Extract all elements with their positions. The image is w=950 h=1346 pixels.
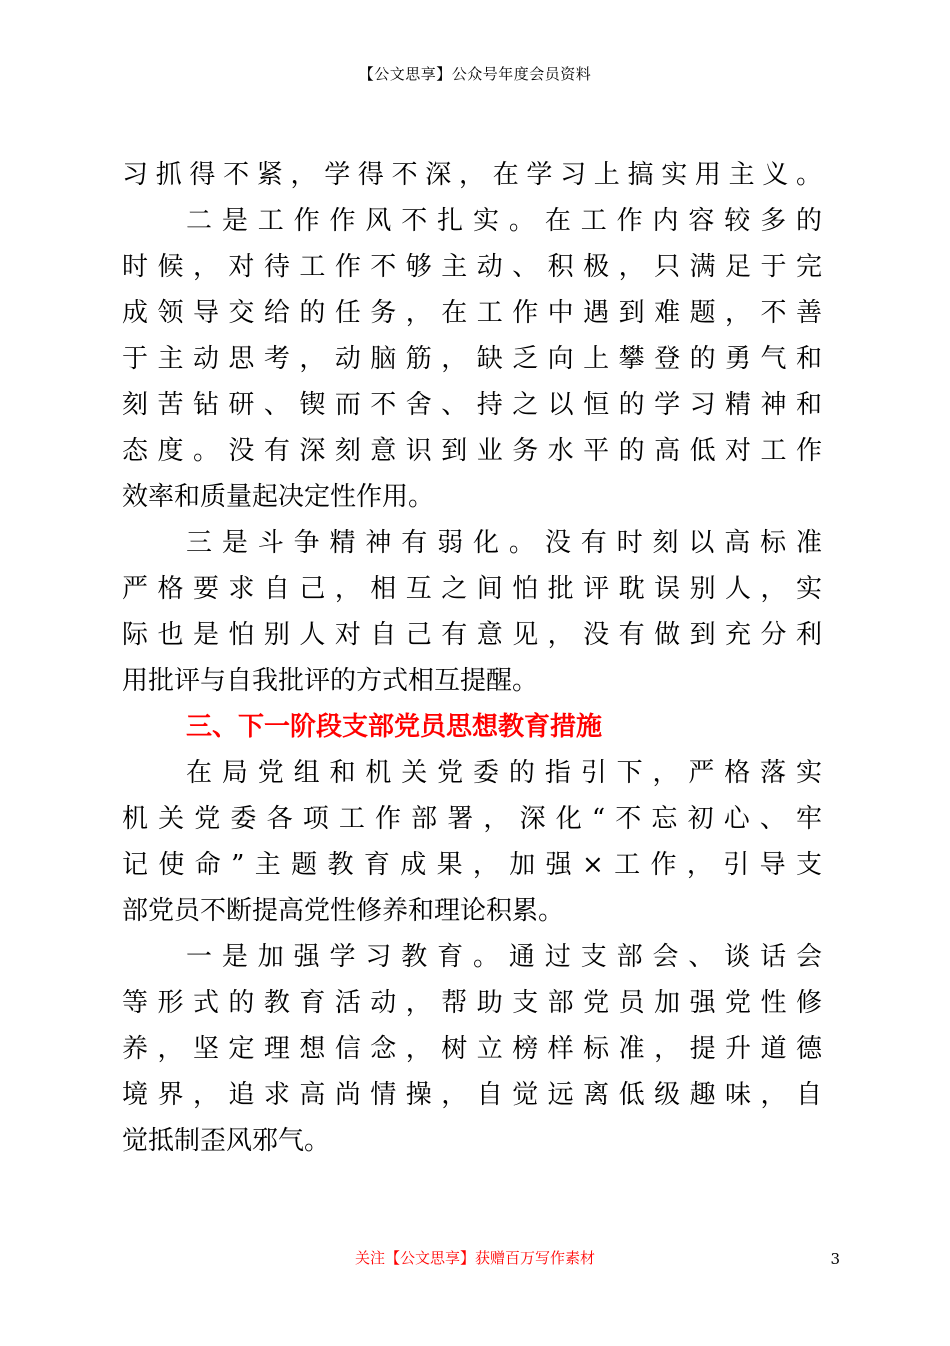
document-body	[122, 152, 822, 1164]
paragraph-line: 习抓得不紧，学得不深，在学习上搞实用主义。	[122, 160, 822, 190]
paragraph-line: 记使命”主题教育成果，加强×工作，引导支	[122, 850, 822, 880]
paragraph-line: 成领导交给的任务，在工作中遇到难题，不善	[122, 298, 822, 328]
page-number: 3	[830, 1250, 840, 1268]
paragraph-line: 效率和质量起决定性作用。	[122, 482, 435, 512]
paragraph-line: 用批评与自我批评的方式相互提醒。	[122, 666, 539, 696]
paragraph-line: 刻苦钻研、锲而不舍、持之以恒的学习精神和	[122, 390, 822, 420]
page-header: 【公文思享】公众号年度会员资料	[358, 65, 592, 83]
paragraph-line: 二是工作作风不扎实。在工作内容较多的	[186, 206, 822, 236]
paragraph-line: 严格要求自己，相互之间怕批评耽误别人，实	[122, 574, 822, 604]
paragraph-line: 三是斗争精神有弱化。没有时刻以高标准	[186, 528, 822, 558]
section-heading: 三、下一阶段支部党员思想教育措施	[186, 712, 603, 742]
paragraph-line: 境界，追求高尚情操，自觉远离低级趣味，自	[122, 1080, 822, 1110]
paragraph-line: 一是加强学习教育。通过支部会、谈话会	[186, 942, 822, 972]
paragraph-line: 觉抵制歪风邪气。	[122, 1126, 331, 1156]
paragraph-line: 态度。没有深刻意识到业务水平的高低对工作	[122, 436, 822, 466]
paragraph-line: 养，坚定理想信念，树立榜样标准，提升道德	[122, 1034, 822, 1064]
paragraph-line: 机关党委各项工作部署，深化“不忘初心、牢	[122, 804, 822, 834]
paragraph-line: 时候，对待工作不够主动、积极，只满足于完	[122, 252, 822, 282]
paragraph-line: 于主动思考，动脑筋，缺乏向上攀登的勇气和	[122, 344, 822, 374]
paragraph-line: 部党员不断提高党性修养和理论积累。	[122, 896, 565, 926]
page-footer: 关注【公文思享】获赠百万写作素材	[354, 1249, 595, 1267]
paragraph-line: 在局党组和机关党委的指引下，严格落实	[186, 758, 822, 788]
paragraph-line: 际也是怕别人对自己有意见，没有做到充分利	[122, 620, 822, 650]
paragraph-line: 等形式的教育活动，帮助支部党员加强党性修	[122, 988, 822, 1018]
